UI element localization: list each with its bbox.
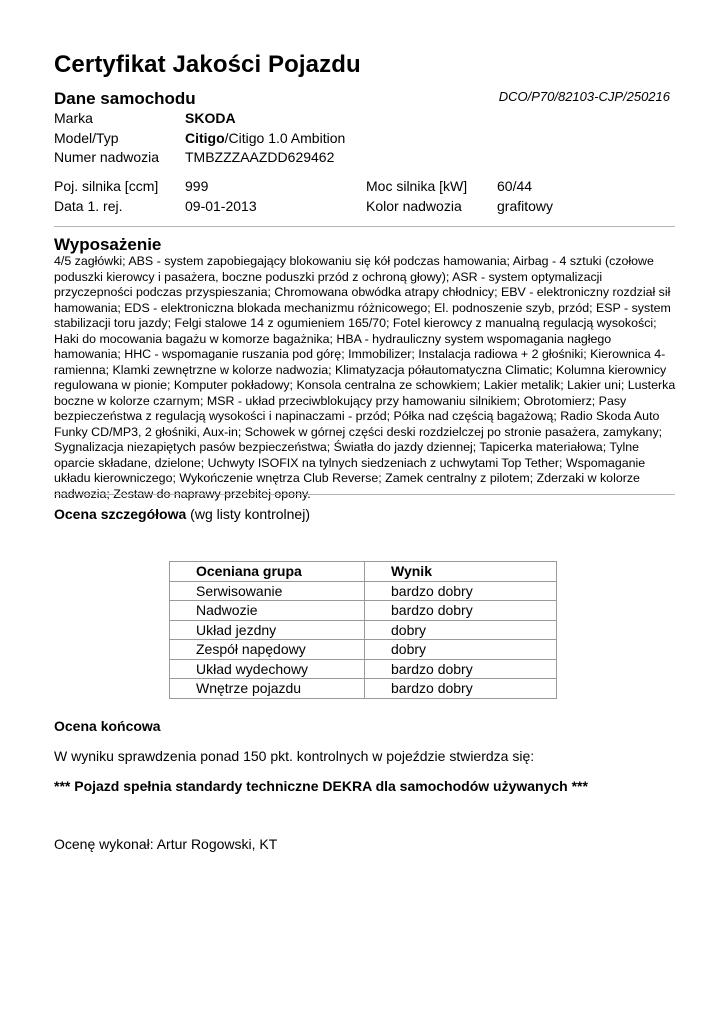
detailed-assessment-heading bbox=[54, 506, 310, 522]
cell-group: Układ jezdny bbox=[170, 620, 365, 640]
model-value-rest: /Citigo 1.0 Ambition bbox=[224, 130, 346, 146]
table-header-row bbox=[170, 562, 557, 582]
engine-value: 999 bbox=[185, 178, 209, 194]
vin-value: TMBZZZAAZDD629462 bbox=[185, 149, 335, 165]
car-data-heading: Dane samochodu bbox=[54, 89, 196, 108]
divider bbox=[54, 226, 675, 227]
cell-group: Nadwozie bbox=[170, 601, 365, 621]
cell-result: bardzo dobry bbox=[365, 679, 557, 699]
brand-label: Marka bbox=[54, 110, 93, 126]
engine-label: Poj. silnika [ccm] bbox=[54, 178, 159, 194]
power-value: 60/44 bbox=[497, 178, 533, 194]
brand-value: SKODA bbox=[185, 110, 236, 126]
cell-result: dobry bbox=[365, 640, 557, 660]
cell-group: Wnętrze pojazdu bbox=[170, 679, 365, 699]
cell-result: bardzo dobry bbox=[365, 659, 557, 679]
equipment-list: 4/5 zagłówki; ABS - system zapobiegający blokowaniu się kół podczas hamowania; Airbag - 4 sztuki (czołowe poduszki kierowcy i pasażera, boczne poduszki przód z ochroną głowy); ASR - system optymalizacji przyczepności podczas przyspieszania; Chromowana obwódka atrapy chłodnicy; EBV - elektroniczny rozdział sił hamowania; EDS - elektroniczna blokada mechanizmu różnicowego; El. podnoszenie szyb, przód; ESP - system stabilizacji toru jazdy; Felgi stalowe 14 z ogumieniem 165/70; Fotel kierowcy z manualną regulacją wysokości; Haki do mocowania bagażu w komorze bagażnika; HBA - hydrauliczny system wspomagania nagłego hamowania; HHC - wspomaganie ruszania pod górę; Immobilizer; Instalacja radiowa + 2 głośniki; Kierownica 4-ramienna; Klamki zewnętrzne w kolorze nadwozia; Klimatyzacja półautomatyczna Climatic; Kolumna kierownicy regulowana w pionie; Komputer pokładowy; Konsola centralna ze schowkiem; Lakier metalik; Lakier uni; Lusterka boczne w kolorze czarnym; MSR - układ przeciwblokujący przy hamowaniu silnikiem; Obrotomierz; Pasy bezpieczeństwa z regulacją wysokości i napinaczami - przód; Półka nad częścią bagażową; Radio Skoda Auto Funky CD/MP3, 2 głośniki, Aux-in; Schowek w górnej części deski rozdzielczej po stronie pasażera, zamykany; Sygnalizacja niezapiętych pasów bezpieczeństwa; Światła do jazdy dziennej; Tapicerka materiałowa; Tylne oparcie składane, dzielone; Uchwyty ISOFIX na tylnych siedzeniach z uchwytami Top Tether; Wspomaganie układu kierowniczego; Wykończenie wnętrza Club Reverse; Zamek centralny z pilotem; Zderzaki w kolorze nadwozia; Zestaw do naprawy przebitej opony. bbox=[54, 254, 676, 501]
detailed-assessment-heading-rest: (wg listy kontrolnej) bbox=[186, 506, 310, 522]
table-row bbox=[170, 659, 557, 679]
equipment-heading: Wyposażenie bbox=[54, 235, 162, 254]
power-label: Moc silnika [kW] bbox=[366, 178, 468, 194]
cell-group: Serwisowanie bbox=[170, 581, 365, 601]
final-assessment-heading: Ocena końcowa bbox=[54, 718, 161, 734]
assessment-table bbox=[169, 561, 557, 699]
table-row bbox=[170, 640, 557, 660]
document-title: Certyfikat Jakości Pojazdu bbox=[54, 51, 361, 78]
reference-number: DCO/P70/82103-CJP/250216 bbox=[498, 89, 670, 104]
cell-result: dobry bbox=[365, 620, 557, 640]
column-header-group: Oceniana grupa bbox=[170, 562, 365, 582]
cell-group: Układ wydechowy bbox=[170, 659, 365, 679]
final-assessment-statement: W wyniku sprawdzenia ponad 150 pkt. kontrolnych w pojeździe stwierdza się: bbox=[54, 748, 535, 764]
table-row bbox=[170, 581, 557, 601]
regdate-value: 09-01-2013 bbox=[185, 198, 257, 214]
cell-result: bardzo dobry bbox=[365, 601, 557, 621]
model-value bbox=[185, 130, 345, 146]
standard-compliance-statement: *** Pojazd spełnia standardy techniczne DEKRA dla samochodów używanych *** bbox=[54, 778, 588, 794]
model-label: Model/Typ bbox=[54, 130, 119, 146]
color-value: grafitowy bbox=[497, 198, 554, 214]
cell-result: bardzo dobry bbox=[365, 581, 557, 601]
column-header-result: Wynik bbox=[365, 562, 557, 582]
regdate-label: Data 1. rej. bbox=[54, 198, 123, 214]
inspector-signature-line: Ocenę wykonał: Artur Rogowski, KT bbox=[54, 836, 278, 852]
table-row bbox=[170, 601, 557, 621]
cell-group: Zespół napędowy bbox=[170, 640, 365, 660]
vin-label: Numer nadwozia bbox=[54, 149, 160, 165]
model-value-bold: Citigo bbox=[185, 130, 225, 146]
table-row bbox=[170, 620, 557, 640]
divider bbox=[54, 494, 675, 495]
color-label: Kolor nadwozia bbox=[366, 198, 462, 214]
table-row bbox=[170, 679, 557, 699]
detailed-assessment-heading-bold: Ocena szczegółowa bbox=[54, 506, 187, 522]
